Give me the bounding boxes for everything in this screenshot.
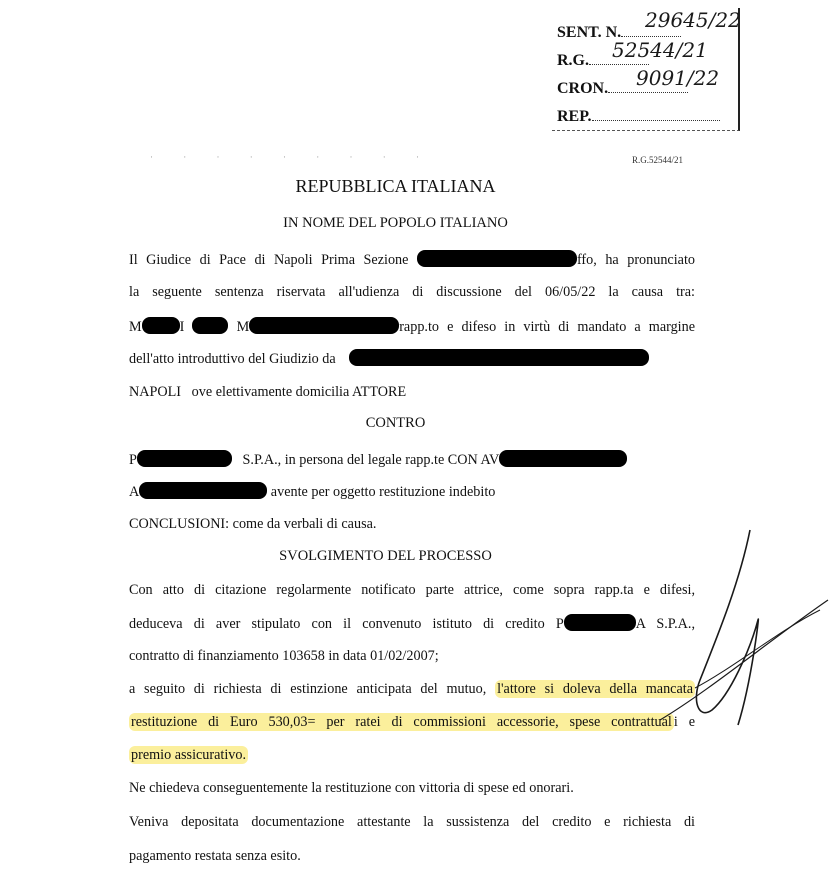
contro-heading: CONTRO: [365, 415, 426, 431]
text-span: M: [129, 319, 142, 335]
document-title: REPUBBLICA ITALIANA: [295, 176, 496, 196]
redaction-bar: [349, 349, 649, 366]
body-line-7: [129, 482, 495, 501]
body-line-6: [129, 450, 627, 469]
body-line-8: CONCLUSIONI: come da verbali di causa.: [129, 516, 377, 532]
text-span: avente per oggetto restituzione indebito: [270, 484, 496, 500]
text-span: ove elettivamente domicilia ATTORE: [191, 384, 407, 400]
text-span: NAPOLI: [129, 384, 182, 400]
body-line-15: Ne chiedeva conseguentemente la restituzione con vittoria di spese ed onorari.: [129, 780, 574, 796]
rg-handwritten: 52544/21: [612, 38, 708, 62]
redaction-bar: [137, 450, 232, 467]
body-line-5: [129, 383, 406, 401]
redaction-bar: [499, 450, 627, 467]
rep-label: REP.: [557, 108, 592, 125]
body-line-1: [129, 250, 695, 269]
redaction-bar: [139, 482, 267, 499]
text-span: deduceva di aver stipulato con il convenuto istituto di credito P: [129, 616, 564, 632]
sent-label: SENT. N.: [557, 24, 622, 41]
body-line-14: [129, 746, 248, 764]
highlighted-text: premio assicurativo.: [131, 747, 247, 763]
rep-row: [557, 108, 720, 126]
body-line-9: Con atto di citazione regolarmente notificato parte attrice, come sopra rapp.ta e difesi,: [129, 582, 695, 598]
text-span: M: [236, 319, 250, 335]
text-span: A: [129, 484, 140, 500]
redaction-bar: [142, 317, 180, 334]
redaction-bar: [417, 250, 577, 267]
text-span: S.P.A., in persona del legale rapp.te CON AV: [242, 452, 500, 468]
rg-label: R.G.: [557, 52, 589, 69]
redaction-bar: [249, 317, 399, 334]
svolgimento-heading: SVOLGIMENTO DEL PROCESSO: [279, 548, 492, 564]
body-line-16: Veniva depositata documentazione attestante la sussistenza del credito e richiesta di: [129, 814, 695, 830]
body-line-3: [129, 317, 695, 336]
cron-label: CRON.: [557, 80, 609, 97]
signature-scribble: [600, 520, 831, 750]
text-span: A S.P.A.,: [635, 616, 696, 632]
body-line-2: la seguente sentenza riservata all'udienza di discussione del 06/05/22 la causa tra:: [129, 284, 695, 300]
scan-noise: · · · · · · · · ·: [150, 152, 433, 162]
rg-reference: R.G.52544/21: [632, 155, 684, 165]
redaction-bar: [192, 317, 228, 334]
highlighted-text: l'attore si doleva della mancata: [497, 681, 694, 697]
document-subtitle: IN NOME DEL POPOLO ITALIANO: [283, 215, 508, 231]
text-span: i e: [673, 714, 695, 730]
text-span: a seguito di richiesta di estinzione anticipata del mutuo,: [129, 681, 487, 697]
text-span: rapp.to e difeso in virtù di mandato a margine: [399, 319, 696, 335]
highlighted-text: restituzione di Euro 530,03= per ratei di commissioni accessorie, spese contrattual: [131, 714, 672, 730]
body-line-11: contratto di finanziamento 103658 in data 01/02/2007;: [129, 648, 439, 664]
cron-handwritten: 9091/22: [636, 66, 720, 90]
body-line-4: [129, 349, 649, 368]
sent-number-handwritten: 29645/22: [645, 8, 741, 32]
body-line-17: pagamento restata senza esito.: [129, 848, 301, 864]
text-span: Il Giudice di Pace di Napoli Prima Sezione: [129, 252, 409, 268]
text-span: P: [129, 452, 137, 468]
text-span: I: [179, 319, 185, 335]
text-span: dell'atto introduttivo del Giudizio da: [129, 351, 336, 367]
text-span: ffo, ha pronunciato: [576, 252, 695, 268]
